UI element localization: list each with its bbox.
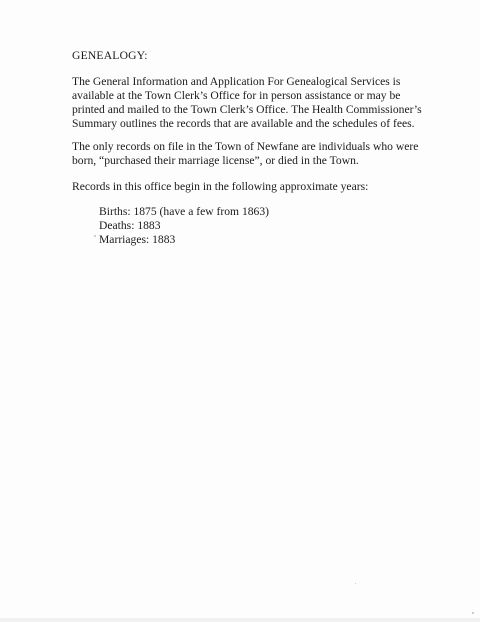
page-title: GENEALOGY:: [72, 49, 148, 62]
record-deaths: Deaths: 1883: [99, 219, 161, 232]
paragraph-line: The General Information and Application For Genealogical Services is: [72, 75, 401, 88]
paragraph-line: born, “purchased their marriage license”, or died in the Town.: [72, 154, 359, 167]
scan-edge: [0, 618, 480, 622]
record-marriages: Marriages: 1883: [99, 233, 176, 246]
paragraph-line: Records in this office begin in the following approximate years:: [72, 180, 369, 193]
paragraph-line: Summary outlines the records that are available and the schedules of fees.: [72, 117, 415, 130]
scan-speck: [94, 235, 96, 237]
records-years-list: [99, 205, 269, 247]
scan-speck: [472, 612, 474, 614]
paragraph-records-begin: [72, 180, 417, 194]
scan-speck: [355, 583, 356, 584]
paragraph-records-on-file: [72, 140, 417, 168]
paragraph-line: printed and mailed to the Town Clerk’s Office. The Health Commissioner’s: [72, 103, 422, 116]
record-births: Births: 1875 (have a few from 1863): [99, 205, 270, 218]
paragraph-line: The only records on file in the Town of Newfane are individuals who were: [72, 140, 419, 153]
paragraph-application-info: [72, 75, 422, 131]
paragraph-line: available at the Town Clerk’s Office for in person assistance or may be: [72, 89, 401, 102]
